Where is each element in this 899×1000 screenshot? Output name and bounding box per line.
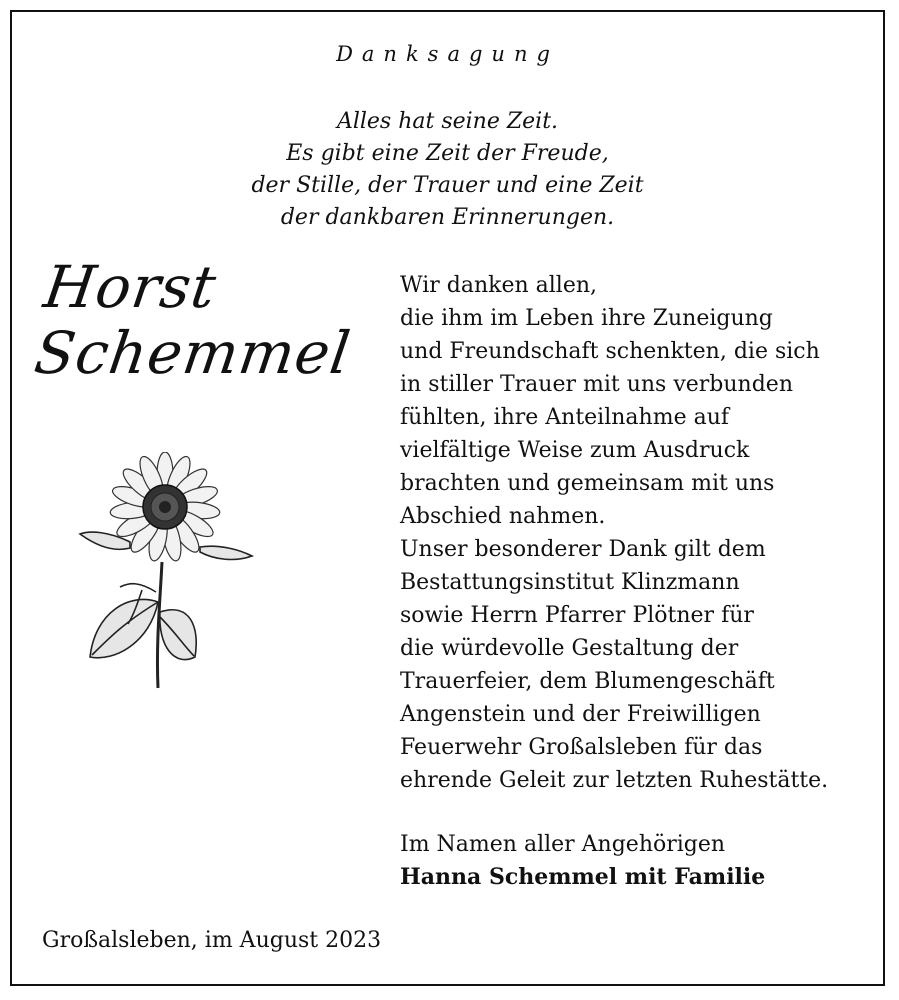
obituary-card (10, 10, 885, 986)
thanks-line: die würdevolle Gestaltung der (400, 636, 739, 661)
thanks-line: ehrende Geleit zur letzten Ruhestätte. (400, 768, 829, 793)
sunflower-icon (70, 452, 260, 692)
thanks-line: fühlten, ihre Anteilnahme auf (400, 405, 730, 430)
thanks-line: in stiller Trauer mit uns verbunden (400, 372, 793, 397)
closing-line: Im Namen aller Angehörigen (400, 832, 726, 857)
thanks-line: Unser besonderer Dank gilt dem (400, 537, 766, 562)
thanks-line: und Freundschaft schenkten, die sich (400, 339, 820, 364)
thanks-line: Feuerwehr Großalsleben für das (400, 735, 763, 760)
deceased-last-name: Schemmel (30, 319, 355, 387)
verse-line: der Stille, der Trauer und eine Zeit (251, 173, 644, 198)
closing (400, 828, 765, 894)
thanks-line: vielfältige Weise zum Ausdruck (400, 438, 750, 463)
thanks-line: Bestattungsinstitut Klinzmann (400, 570, 740, 595)
signer: Hanna Schemmel mit Familie (400, 864, 766, 890)
thanks-line: sowie Herrn Pfarrer Plötner für (400, 603, 754, 628)
thanks-line: Trauerfeier, dem Blumengeschäft (400, 669, 775, 694)
verse-line: der dankbaren Erinnerungen. (280, 205, 615, 230)
deceased-name (31, 254, 380, 386)
thanks-line: Abschied nahmen. (400, 504, 606, 529)
verse (12, 106, 883, 234)
heading: Danksagung (336, 42, 559, 66)
thanks-line: die ihm im Leben ihre Zuneigung (400, 306, 773, 331)
verse-line: Es gibt eine Zeit der Freude, (286, 141, 609, 166)
thanks-line: Wir danken allen, (400, 273, 598, 298)
deceased-first-name: Horst (39, 253, 221, 321)
place-date: Großalsleben, im August 2023 (42, 928, 382, 953)
thanks-line: brachten und gemeinsam mit uns (400, 471, 775, 496)
thanks-line: Angenstein und der Freiwilligen (400, 702, 761, 727)
verse-line: Alles hat seine Zeit. (336, 109, 559, 134)
thanks-text (400, 269, 870, 797)
